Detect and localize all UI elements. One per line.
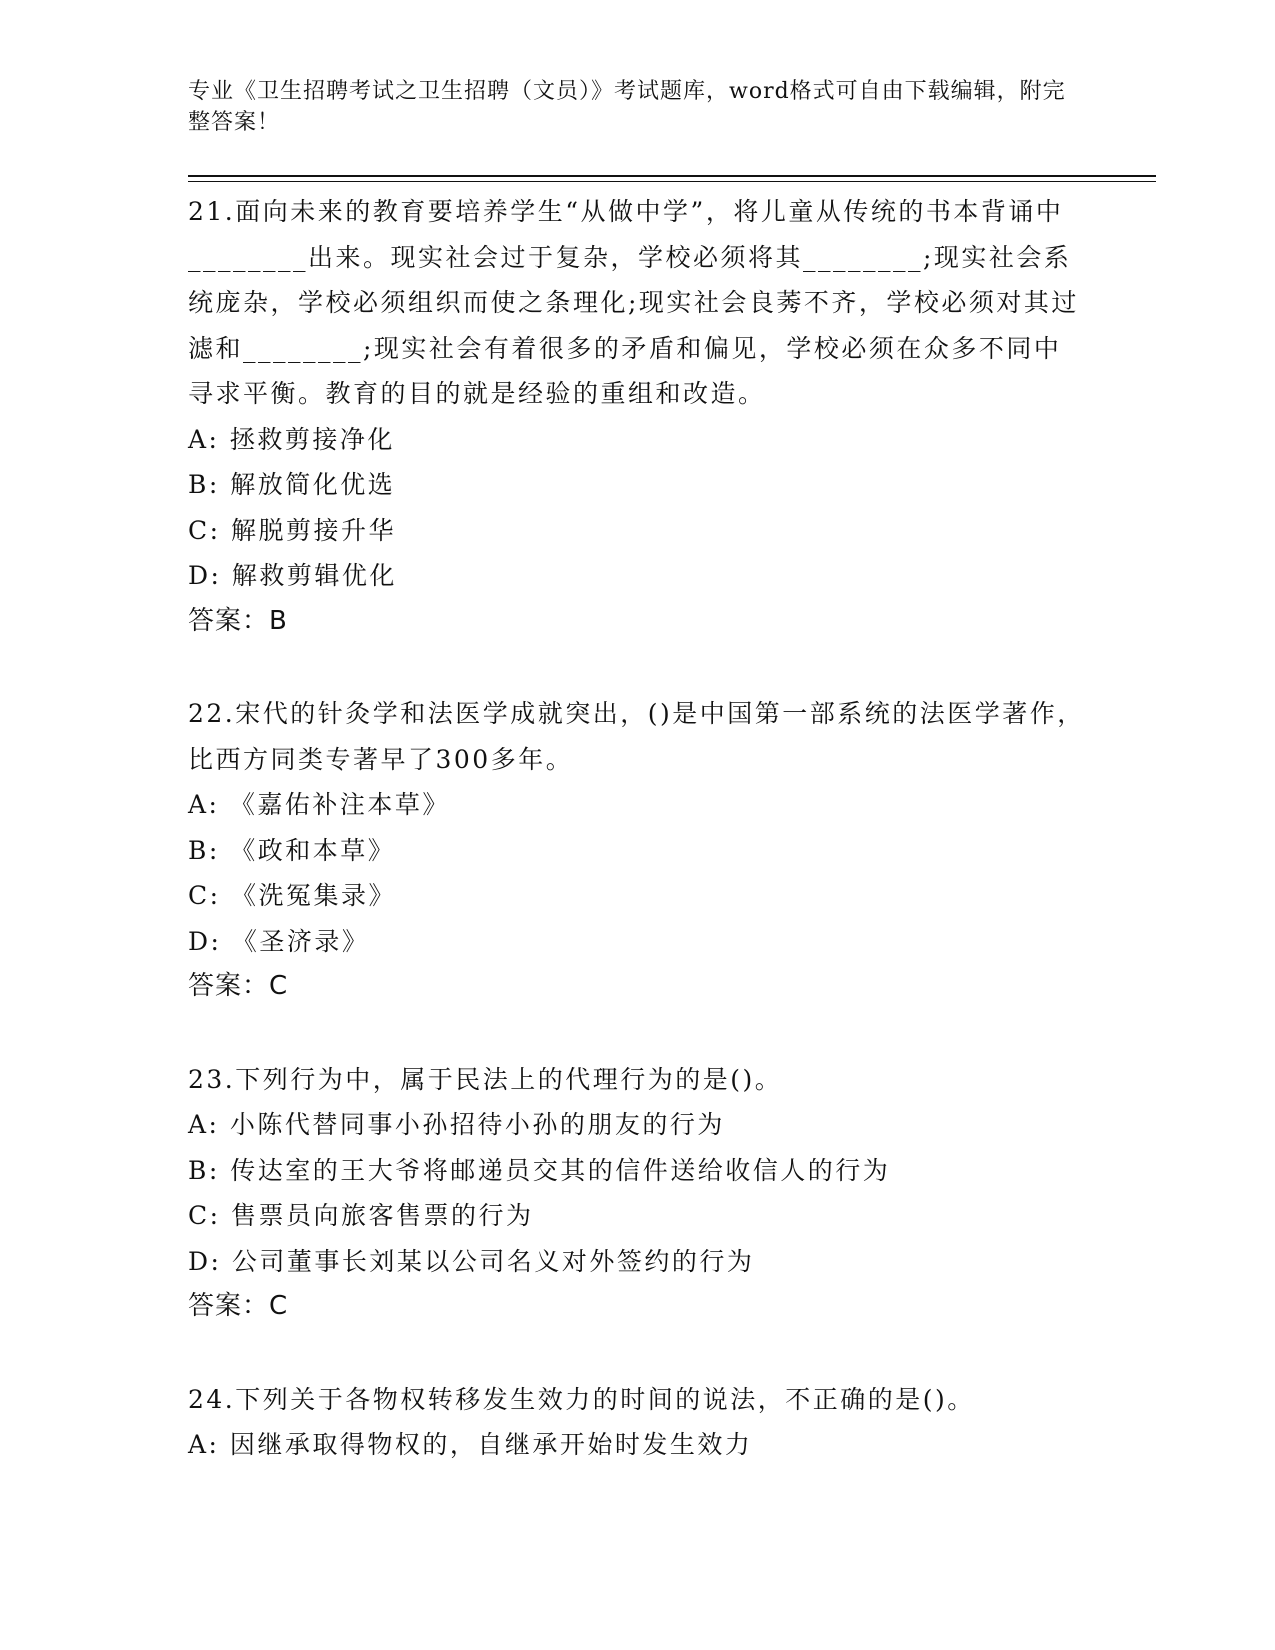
- question-spacer: [188, 644, 1088, 691]
- question-22: [188, 691, 1088, 1010]
- question-stem: 24.下列关于各物权转移发生效力的时间的说法，不正确的是()。: [188, 1384, 975, 1414]
- header-divider-thick: [188, 175, 1156, 177]
- question-stem: 22.宋代的针灸学和法医学成就突出，()是中国第一部系统的法医学著作，比西方同类专著早了300多年。: [188, 699, 1085, 774]
- option-d: D: 公司董事长刘某以公司名义对外签约的行为: [188, 1246, 755, 1276]
- answer-line: 答案：C: [188, 971, 289, 1001]
- option-b: B: 传达室的王大爷将邮递员交其的信件送给收信人的行为: [188, 1155, 891, 1185]
- option-a: A: 《嘉佑补注本草》: [188, 790, 450, 819]
- option-c: C: 解脱剪接升华: [188, 515, 396, 545]
- option-a: A: 小陈代替同事小孙招待小孙的朋友的行为: [188, 1110, 725, 1139]
- option-d: D: 解救剪辑优化: [188, 561, 397, 590]
- option-a: A: 拯救剪接净化: [188, 424, 395, 454]
- header-divider-thin: [188, 181, 1156, 182]
- answer-line: 答案：C: [188, 1291, 289, 1321]
- option-d: D: 《圣济录》: [188, 926, 370, 956]
- option-b: B: 解放简化优选: [188, 470, 396, 499]
- question-24: [188, 1377, 1088, 1468]
- question-21: [188, 189, 1088, 644]
- question-23: [188, 1057, 1088, 1330]
- question-stem: 23.下列行为中，属于民法上的代理行为的是()。: [188, 1064, 783, 1094]
- document-header: 专业《卫生招聘考试之卫生招聘（文员）》考试题库，word格式可自由下载编辑，附完整答案！: [188, 79, 1066, 135]
- option-c: C: 《洗冤集录》: [188, 881, 396, 910]
- option-b: B: 《政和本草》: [188, 835, 396, 865]
- question-list: [188, 189, 1088, 1468]
- question-spacer: [188, 1010, 1088, 1057]
- question-stem: 21.面向未来的教育要培养学生“从做中学”，将儿童从传统的书本背诵中________出来。现实社会过于复杂，学校必须将其________;现实社会系统庞杂，学校必须组织而使之条理化;现实社会良莠不齐，学校必须对其过滤和________;现实社会有着很多的矛盾和偏见，学校必须在众多不同中寻求平衡。教育的目的就是经验的重组和改造。: [188, 197, 1079, 408]
- question-spacer: [188, 1330, 1088, 1377]
- option-c: C: 售票员向旅客售票的行为: [188, 1201, 534, 1230]
- answer-line: 答案：B: [188, 605, 288, 636]
- option-a: A: 因继承取得物权的，自继承开始时发生效力: [188, 1430, 753, 1459]
